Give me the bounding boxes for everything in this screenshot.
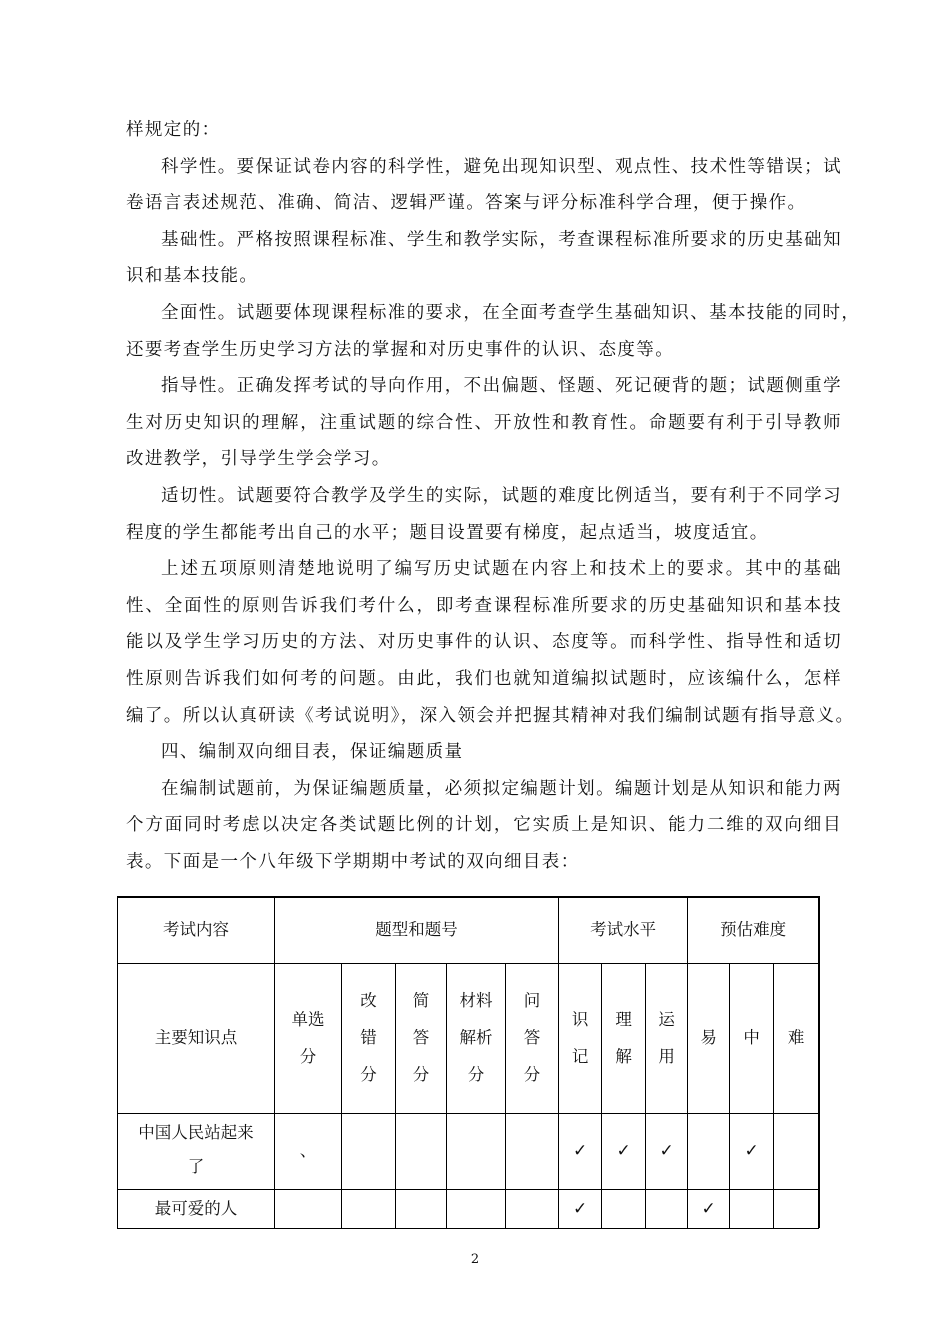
header-easy: 易 (688, 963, 730, 1113)
check-mark-cell (730, 1189, 774, 1228)
paragraph-line: 在编制试题前，为保证编题质量，必须拟定编题计划。编题计划是从知识和能力两 (161, 778, 842, 799)
check-mark-cell: ✓ (559, 1189, 602, 1228)
header-apply: 运用 (646, 963, 688, 1113)
topic-cell: 最可爱的人 (118, 1189, 275, 1228)
check-mark-cell (774, 1189, 819, 1228)
table-header-row-2 (118, 963, 819, 1113)
table-cell (447, 1189, 506, 1228)
check-mark-cell: ✓ (730, 1113, 774, 1189)
header-difficulty: 预估难度 (688, 897, 819, 963)
table-cell: 、 (275, 1113, 342, 1189)
table-cell (342, 1113, 396, 1189)
paragraph-line: 基础性。严格按照课程标准、学生和教学实际，考查课程标准所要求的历史基础知 (161, 229, 842, 250)
paragraph-line: 四、编制双向细目表，保证编题质量 (161, 742, 464, 763)
paragraph-line: 个方面同时考虑以决定各类试题比例的计划，它实质上是知识、能力二维的双向细目 (126, 815, 842, 836)
table-cell (396, 1189, 447, 1228)
paragraph-line: 生对历史知识的理解，注重试题的综合性、开放性和教育性。命题要有利于引导教师 (126, 412, 842, 433)
header-knowledge-point: 主要知识点 (118, 963, 275, 1113)
paragraph-line: 样规定的： (126, 120, 221, 140)
check-mark-cell (646, 1189, 688, 1228)
header-single-choice: 单选分 (275, 963, 342, 1113)
topic-cell: 中国人民站起来了 (118, 1113, 275, 1189)
header-question-types: 题型和题号 (275, 897, 559, 963)
header-hard: 难 (774, 963, 819, 1113)
paragraph-line: 还要考查学生历史学习方法的掌握和对历史事件的认识、态度等。 (126, 339, 675, 360)
check-mark-cell: ✓ (646, 1113, 688, 1189)
check-mark-cell (688, 1113, 730, 1189)
table-row (118, 1113, 819, 1189)
table-cell (447, 1113, 506, 1189)
paragraph-line: 程度的学生都能考出自己的水平；题目设置要有梯度，起点适当，坡度适宜。 (126, 522, 769, 543)
check-mark-cell (774, 1113, 819, 1189)
paragraph-line: 能以及学生学习历史的方法、对历史事件的认识、态度等。而科学性、指导性和适切 (126, 632, 842, 653)
table-double-right-border (819, 896, 820, 1228)
table-cell (506, 1113, 559, 1189)
paragraph-line: 编了。所以认真研读《考试说明》，深入领会并把握其精神对我们编制试题有指导意义。 (126, 705, 855, 726)
paragraph-line: 上述五项原则清楚地说明了编写历史试题在内容上和技术上的要求。其中的基础 (161, 559, 842, 580)
body-text (126, 112, 861, 880)
two-way-spec-table (117, 896, 819, 1229)
paragraph-line: 科学性。要保证试卷内容的科学性，避免出现知识型、观点性、技术性等错误；试 (161, 156, 842, 177)
paragraph-line: 改进教学，引导学生学会学习。 (126, 449, 391, 470)
paragraph-line: 全面性。试题要体现课程标准的要求，在全面考查学生基础知识、基本技能的同时， (161, 302, 861, 323)
paragraph-line: 指导性。正确发挥考试的导向作用，不出偏题、怪题、死记硬背的题；试题侧重学 (161, 376, 842, 397)
header-content: 考试内容 (118, 897, 275, 963)
table-cell (342, 1189, 396, 1228)
header-correct-errors: 改错分 (342, 963, 396, 1113)
paragraph-line: 适切性。试题要符合教学及学生的实际，试题的难度比例适当，要有利于不同学习 (161, 485, 842, 506)
table-cell (506, 1189, 559, 1228)
header-remember: 识记 (559, 963, 602, 1113)
paragraph-line: 表。下面是一个八年级下学期期中考试的双向细目表： (126, 851, 580, 872)
check-mark-cell: ✓ (688, 1189, 730, 1228)
header-understand: 理解 (602, 963, 646, 1113)
check-mark-cell (602, 1189, 646, 1228)
table-row (118, 1189, 819, 1228)
paragraph-line: 识和基本技能。 (126, 266, 259, 287)
header-question-answer: 问答分 (506, 963, 559, 1113)
table-header-row-1 (118, 897, 819, 963)
page-number: 2 (470, 1252, 480, 1267)
header-exam-level: 考试水平 (559, 897, 688, 963)
paragraph-line: 卷语言表述规范、准确、简洁、逻辑严谨。答案与评分标准科学合理，便于操作。 (126, 193, 807, 214)
paragraph-line: 性、全面性的原则告诉我们考什么，即考查课程标准所要求的历史基础知识和基本技 (126, 595, 842, 616)
check-mark-cell: ✓ (602, 1113, 646, 1189)
table-cell (275, 1189, 342, 1228)
header-medium: 中 (730, 963, 774, 1113)
paragraph-line: 性原则告诉我们如何考的问题。由此，我们也就知道编拟试题时，应该编什么，怎样 (126, 668, 842, 689)
check-mark-cell: ✓ (559, 1113, 602, 1189)
header-brief-answer: 简答分 (396, 963, 447, 1113)
header-material-analysis: 材料解析分 (447, 963, 506, 1113)
table-cell (396, 1113, 447, 1189)
